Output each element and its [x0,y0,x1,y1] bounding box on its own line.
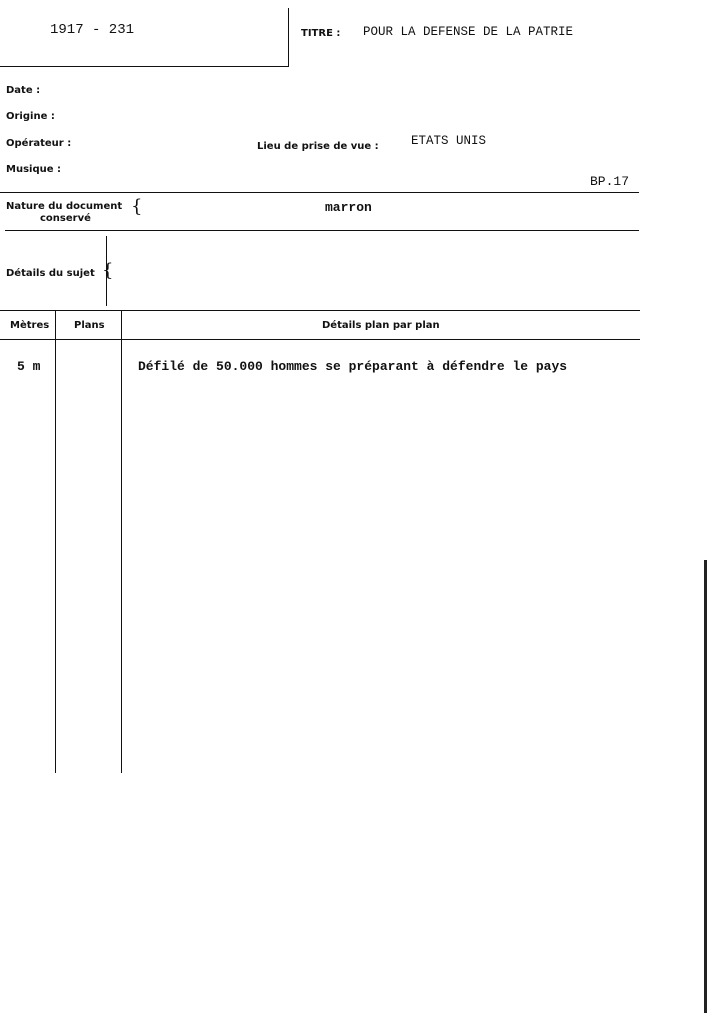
column-header-details: Détails plan par plan [322,320,440,331]
lieu-label: Lieu de prise de vue : [257,141,379,152]
table-row-metres: 5 m [17,359,41,374]
sujet-brace: { [102,260,114,281]
date-label: Date : [6,85,41,96]
lieu-value: ETATS UNIS [411,134,487,148]
table-col-divider-1 [55,310,56,773]
reference-number: 1917 - 231 [50,22,135,38]
table-row-details: Défilé de 50.000 hommes se préparant à défendre le pays [138,359,568,374]
operateur-label: Opérateur : [6,138,72,149]
musique-label: Musique : [6,164,61,175]
nature-top-line [0,192,639,193]
page-edge [704,560,707,1013]
document-code: BP.17 [590,174,630,189]
titre-label: TITRE : [301,28,341,39]
column-header-plans: Plans [74,320,105,331]
nature-label-line2: conservé [40,213,91,224]
nature-bottom-line [5,230,639,231]
table-col-divider-2 [121,310,122,773]
nature-value: marron [325,200,372,215]
ref-box-bottom-line [0,66,289,67]
table-header-line [0,339,640,340]
details-sujet-label: Détails du sujet [6,268,95,279]
nature-label-line1: Nature du document [6,201,123,212]
titre-value: POUR LA DEFENSE DE LA PATRIE [363,25,574,39]
origine-label: Origine : [6,111,55,122]
table-top-line [0,310,640,311]
column-header-metres: Mètres [10,320,50,331]
nature-brace: { [131,196,143,217]
ref-box-right-line [288,8,289,67]
